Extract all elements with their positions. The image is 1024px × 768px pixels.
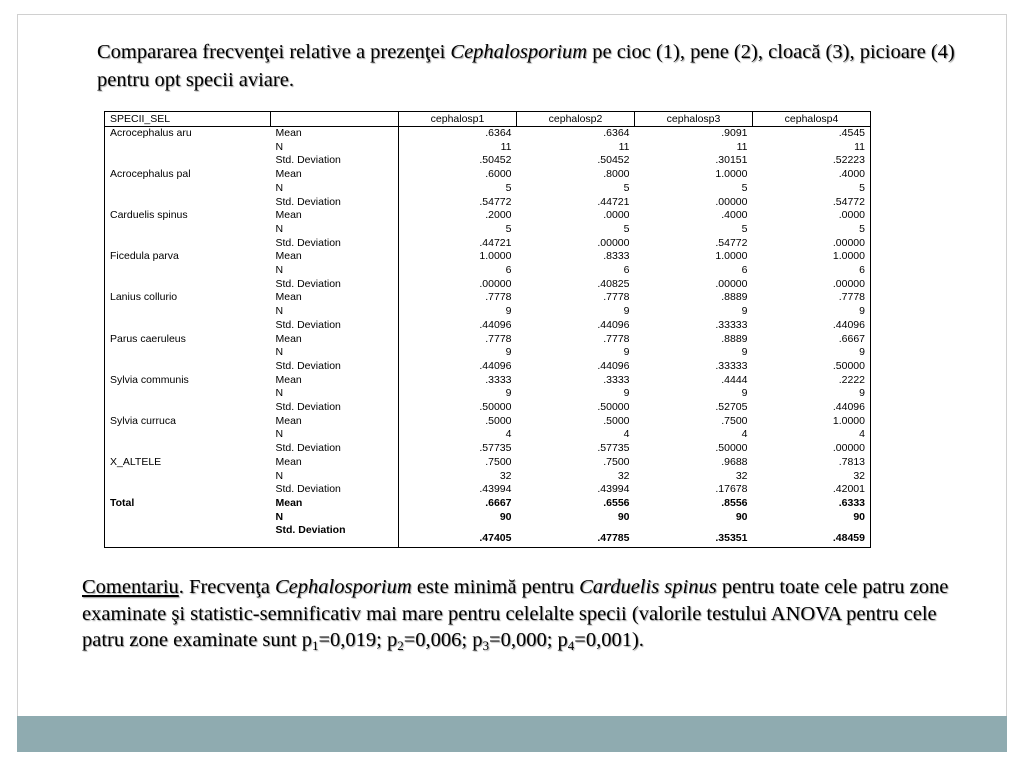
value-cell: .44096	[479, 359, 512, 372]
value-cell: 6	[741, 264, 748, 277]
group-name-cell	[105, 483, 271, 497]
value-cell: 1.0000	[832, 414, 865, 427]
table-row	[105, 250, 871, 264]
group-name-cell	[105, 428, 271, 442]
value-cell: .44096	[832, 318, 865, 331]
table-row	[105, 237, 871, 251]
table-row	[105, 333, 871, 347]
value-cell: .33333	[715, 318, 748, 331]
group-name-cell	[105, 141, 271, 155]
table-row	[105, 346, 871, 360]
value-cell: .8556	[721, 496, 748, 509]
value-cell: 9	[859, 387, 865, 400]
value-cell: .50452	[479, 154, 512, 167]
stat-label-cell: Mean	[271, 291, 399, 305]
value-cell: .52705	[715, 401, 748, 414]
value-cell: .50000	[479, 401, 512, 414]
value-cell: .2222	[838, 373, 865, 386]
stat-label-cell: Mean	[271, 374, 399, 388]
table-row	[105, 168, 871, 182]
stat-label-cell: Std. Deviation	[271, 319, 399, 333]
value-cell: 1.0000	[479, 250, 512, 263]
table-row	[105, 511, 871, 525]
value-cell: .00000	[715, 277, 748, 290]
value-cell: 6	[623, 264, 630, 277]
value-cell: .7778	[485, 332, 512, 345]
group-name-cell	[105, 182, 271, 196]
value-cell: 9	[859, 305, 865, 318]
table-row	[105, 456, 871, 470]
value-cell: .9091	[721, 127, 748, 139]
subscript: 1	[311, 638, 319, 653]
stat-label-cell: Std. Deviation	[271, 401, 399, 415]
value-cell: .6556	[603, 496, 630, 509]
value-cell: .40825	[597, 277, 630, 290]
stat-label-cell: N	[271, 346, 399, 360]
value-cell: 11	[618, 140, 630, 153]
subscript: 3	[482, 638, 490, 653]
subscript: 4	[567, 638, 575, 653]
value-cell: 9	[505, 305, 512, 318]
comment-text: pentru toate cele patru zone examinate şi statistic-semnificativ mai mare pentru celelalte specii (valorile testului ANOVA pentru cele patru zone examinate sunt p	[82, 576, 949, 651]
group-name-cell: Total	[110, 496, 135, 509]
header-col-4: cephalosp4	[753, 112, 871, 127]
value-cell: 4	[505, 428, 512, 441]
comment-text: =0,006; p	[403, 629, 483, 651]
value-cell: .47405	[479, 532, 512, 545]
table-row	[105, 401, 871, 415]
comment-text: =0,019; p	[318, 629, 398, 651]
value-cell: 6	[505, 264, 512, 277]
comment-text: =0,000; p	[489, 629, 568, 651]
stat-label-cell: N	[271, 428, 399, 442]
table-row	[105, 291, 871, 305]
value-cell: 1.0000	[715, 168, 748, 181]
value-cell: .50000	[597, 401, 630, 414]
stat-label-cell: Mean	[271, 456, 399, 470]
slide-title	[97, 38, 997, 94]
value-cell: .3333	[485, 373, 512, 386]
value-cell: 5	[623, 222, 630, 235]
table-row	[105, 497, 871, 511]
value-cell: .43994	[597, 483, 630, 496]
value-cell: 9	[741, 346, 748, 359]
comment-text: . Frecvenţa	[178, 576, 275, 598]
value-cell: 9	[505, 387, 512, 400]
group-name-cell	[105, 278, 271, 292]
value-cell: 5	[741, 222, 748, 235]
value-cell: 11	[854, 140, 865, 153]
value-cell: .54772	[832, 195, 865, 208]
value-cell: .17678	[715, 483, 748, 496]
group-name-cell	[105, 360, 271, 374]
group-name-cell: Acrocephalus pal	[110, 168, 191, 181]
value-cell: .54772	[479, 195, 512, 208]
value-cell: .44096	[597, 359, 630, 372]
comment-italic-2: Carduelis spinus	[579, 576, 717, 598]
group-name-cell	[105, 319, 271, 333]
value-cell: .43994	[479, 483, 512, 496]
group-name-cell	[105, 524, 271, 548]
value-cell: .50452	[597, 154, 630, 167]
value-cell: .42001	[832, 483, 865, 496]
value-cell: 4	[741, 428, 748, 441]
value-cell: .6000	[485, 168, 512, 181]
group-name-cell	[105, 442, 271, 456]
stat-label-cell: Std. Deviation	[271, 154, 399, 168]
group-name-cell: Carduelis spinus	[110, 209, 188, 222]
stat-label-cell: N	[271, 223, 399, 237]
value-cell: .44096	[479, 318, 512, 331]
stat-label-cell: Std. Deviation	[271, 524, 399, 548]
value-cell: 90	[617, 510, 630, 523]
value-cell: .7778	[603, 291, 630, 304]
stat-label-cell: Mean	[271, 209, 399, 223]
value-cell: .57735	[479, 442, 512, 455]
value-cell: 90	[853, 510, 865, 523]
table-row	[105, 319, 871, 333]
stat-label-cell: Mean	[271, 127, 399, 141]
value-cell: .00000	[832, 277, 865, 290]
stat-label-cell: Mean	[271, 333, 399, 347]
comment-paragraph	[82, 574, 962, 654]
value-cell: 4	[859, 428, 865, 441]
value-cell: 1.0000	[715, 250, 748, 263]
value-cell: 32	[853, 469, 865, 482]
table-row	[105, 196, 871, 210]
value-cell: .0000	[838, 209, 865, 222]
group-name-cell	[105, 387, 271, 401]
value-cell: .00000	[479, 277, 512, 290]
value-cell: .48459	[832, 532, 865, 545]
value-cell: .7500	[603, 455, 630, 468]
value-cell: 5	[859, 181, 865, 194]
value-cell: .30151	[715, 154, 748, 167]
group-name-cell: Acrocephalus aru	[110, 127, 192, 139]
value-cell: .54772	[715, 236, 748, 249]
value-cell: 9	[505, 346, 512, 359]
stat-label-cell: N	[271, 182, 399, 196]
header-col-3: cephalosp3	[635, 112, 753, 127]
value-cell: .4000	[838, 168, 865, 181]
stat-label-cell: Mean	[271, 415, 399, 429]
value-cell: 32	[499, 469, 512, 482]
table-row	[105, 264, 871, 278]
value-cell: .00000	[832, 236, 865, 249]
group-name-cell	[105, 511, 271, 525]
value-cell: .44096	[832, 401, 865, 414]
group-name-cell	[105, 264, 271, 278]
value-cell: 5	[623, 181, 630, 194]
value-cell: .3333	[603, 373, 630, 386]
stat-label-cell: Std. Deviation	[271, 442, 399, 456]
value-cell: 4	[623, 428, 630, 441]
group-name-cell	[105, 470, 271, 484]
table-row	[105, 428, 871, 442]
stat-label-cell: Mean	[271, 168, 399, 182]
group-name-cell	[105, 346, 271, 360]
value-cell: 90	[499, 510, 512, 523]
table-row	[105, 141, 871, 155]
stat-label-cell: Mean	[271, 250, 399, 264]
value-cell: 9	[623, 305, 630, 318]
value-cell: 9	[741, 387, 748, 400]
value-cell: .47785	[597, 532, 630, 545]
value-cell: 90	[735, 510, 748, 523]
value-cell: .6667	[838, 332, 865, 345]
value-cell: .44721	[479, 236, 512, 249]
group-name-cell: Sylvia communis	[110, 373, 189, 386]
table-row	[105, 483, 871, 497]
value-cell: .6333	[838, 496, 865, 509]
value-cell: .44721	[597, 195, 630, 208]
table-row	[105, 305, 871, 319]
group-name-cell	[105, 237, 271, 251]
header-col-2: cephalosp2	[517, 112, 635, 127]
value-cell: 9	[623, 387, 630, 400]
value-cell: 11	[500, 140, 512, 153]
group-name-cell: Ficedula parva	[110, 250, 179, 263]
table-row	[105, 415, 871, 429]
table-row	[105, 442, 871, 456]
value-cell: 5	[505, 222, 512, 235]
table-row	[105, 524, 871, 548]
value-cell: .7813	[838, 455, 865, 468]
table-row	[105, 182, 871, 196]
value-cell: 5	[859, 222, 865, 235]
value-cell: .7778	[485, 291, 512, 304]
value-cell: 9	[623, 346, 630, 359]
header-group: SPECII_SEL	[105, 112, 271, 127]
table-row	[105, 360, 871, 374]
subscript: 2	[397, 638, 404, 653]
comment-text: =0,001).	[574, 629, 644, 651]
table-body	[105, 127, 871, 548]
value-cell: .9688	[721, 455, 748, 468]
stat-label-cell: N	[271, 387, 399, 401]
value-cell: 9	[859, 346, 865, 359]
value-cell: 9	[741, 305, 748, 318]
table-row	[105, 387, 871, 401]
stat-label-cell: Std. Deviation	[271, 196, 399, 210]
value-cell: .00000	[832, 442, 865, 455]
value-cell: .2000	[485, 209, 512, 222]
value-cell: .0000	[603, 209, 630, 222]
title-text-1: Compararea frecvenţei relative a prezenţei	[97, 41, 451, 63]
value-cell: .6364	[485, 127, 512, 139]
stat-label-cell: Std. Deviation	[271, 483, 399, 497]
bottom-band	[17, 716, 1007, 752]
stat-label-cell: Std. Deviation	[271, 278, 399, 292]
table-row	[105, 209, 871, 223]
value-cell: 6	[859, 264, 865, 277]
group-name-cell	[105, 401, 271, 415]
group-name-cell: Parus caeruleus	[110, 332, 186, 345]
value-cell: .50000	[715, 442, 748, 455]
value-cell: .6364	[603, 127, 630, 139]
value-cell: .7500	[721, 414, 748, 427]
group-name-cell: X_ALTELE	[110, 455, 162, 468]
table-row	[105, 154, 871, 168]
stat-label-cell: Std. Deviation	[271, 237, 399, 251]
group-name-cell: Lanius collurio	[110, 291, 178, 304]
value-cell: .8000	[603, 168, 630, 181]
statistics-table	[104, 111, 871, 548]
table-row	[105, 223, 871, 237]
value-cell: .7778	[838, 291, 865, 304]
value-cell: .00000	[597, 236, 630, 249]
comment-text: este minimă pentru	[411, 576, 580, 598]
comment-italic-1: Cephalosporium	[275, 576, 412, 598]
table-row	[105, 278, 871, 292]
title-italic: Cephalosporium	[450, 41, 588, 63]
stat-label-cell: N	[271, 305, 399, 319]
value-cell: .7500	[485, 455, 512, 468]
group-name-cell: Sylvia curruca	[110, 414, 176, 427]
value-cell: .5000	[603, 414, 630, 427]
value-cell: .52223	[832, 154, 865, 167]
stat-label-cell: N	[271, 264, 399, 278]
header-stat	[271, 112, 399, 127]
value-cell: .4444	[721, 373, 748, 386]
title-text-2: pe cioc (1), pene (2), cloacă (3), picioare (4) pentru opt specii aviare.	[97, 41, 955, 91]
value-cell: 5	[741, 181, 748, 194]
table-header-row	[105, 112, 871, 127]
value-cell: .6667	[485, 496, 512, 509]
value-cell: .35351	[715, 532, 748, 545]
group-name-cell	[105, 196, 271, 210]
comment-label: Comentariu	[82, 576, 179, 598]
value-cell: 5	[505, 181, 512, 194]
stat-label-cell: Std. Deviation	[271, 360, 399, 374]
value-cell: .57735	[597, 442, 630, 455]
value-cell: 11	[736, 140, 748, 153]
group-name-cell	[105, 305, 271, 319]
stat-label-cell: Mean	[271, 497, 399, 511]
value-cell: .33333	[715, 359, 748, 372]
stat-label-cell: N	[271, 511, 399, 525]
stat-label-cell: N	[271, 141, 399, 155]
value-cell: 32	[617, 469, 630, 482]
value-cell: .8889	[721, 291, 748, 304]
group-name-cell	[105, 223, 271, 237]
value-cell: 1.0000	[832, 250, 865, 263]
header-col-1: cephalosp1	[399, 112, 517, 127]
value-cell: .4000	[721, 209, 748, 222]
stat-label-cell: N	[271, 470, 399, 484]
value-cell: .7778	[603, 332, 630, 345]
value-cell: .8333	[603, 250, 630, 263]
value-cell: .50000	[832, 359, 865, 372]
group-name-cell	[105, 154, 271, 168]
table-row	[105, 470, 871, 484]
table-row	[105, 374, 871, 388]
value-cell: .5000	[485, 414, 512, 427]
value-cell: .00000	[715, 195, 748, 208]
table-row	[105, 127, 871, 141]
value-cell: .44096	[597, 318, 630, 331]
value-cell: 32	[735, 469, 748, 482]
value-cell: .8889	[721, 332, 748, 345]
value-cell: .4545	[838, 127, 865, 139]
